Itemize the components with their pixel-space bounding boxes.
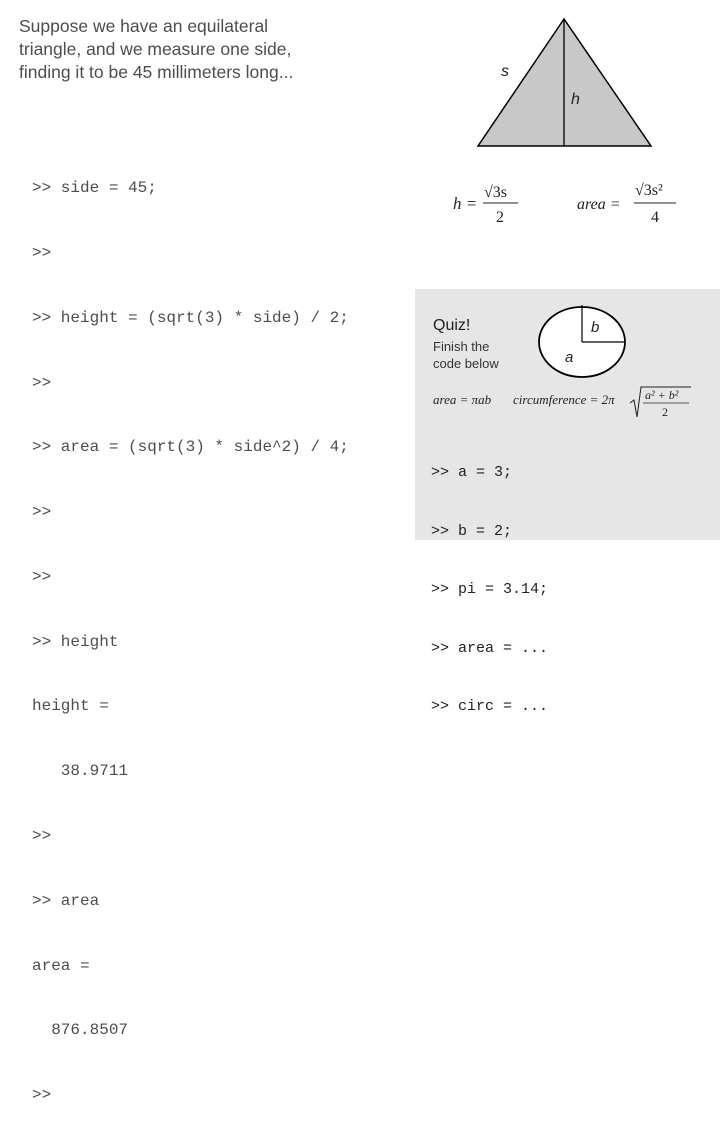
area-formula xyxy=(575,178,685,228)
console-line: >> xyxy=(32,1086,52,1105)
console-line: >> side = 45; xyxy=(32,179,157,198)
quiz-instruction-line: code below xyxy=(433,356,499,371)
ellipse-label-b: b xyxy=(591,319,600,336)
console-line: >> xyxy=(32,503,52,522)
height-formula-denominator: 2 xyxy=(496,209,504,226)
area-formula-lhs: area = xyxy=(577,196,621,213)
quiz-code-line: >> circ = ... xyxy=(431,698,549,715)
quiz-title: Quiz! xyxy=(433,317,471,334)
ellipse-area-formula: area = πab xyxy=(433,392,492,407)
console-line: >> xyxy=(32,567,52,586)
intro-line: triangle, and we measure one side, xyxy=(19,39,292,59)
intro-line: Suppose we have an equilateral xyxy=(19,16,269,36)
console-line: height = xyxy=(32,697,109,716)
console-line: >> height xyxy=(32,632,119,651)
height-formula-lhs: h = xyxy=(453,194,478,213)
circumference-formula-lhs: circumference = 2π xyxy=(513,392,615,407)
console-line: 876.8507 xyxy=(32,1021,129,1040)
quiz-code-line: >> b = 2; xyxy=(431,522,513,540)
quiz-instruction-line: Finish the xyxy=(433,339,490,354)
quiz-instructions xyxy=(433,338,499,372)
console-line: >> height = (sqrt(3) * side) / 2; xyxy=(32,308,349,327)
quiz-code-line: >> pi = 3.14; xyxy=(431,581,549,598)
height-formula xyxy=(450,178,530,228)
quiz-panel xyxy=(415,289,720,715)
console-transcript xyxy=(32,135,349,1128)
ellipse-figure xyxy=(540,302,710,382)
console-line: >> xyxy=(32,373,52,392)
quiz-code-line: >> a = 3; xyxy=(431,464,513,481)
circumference-denominator: 2 xyxy=(662,405,668,419)
area-formula-denominator: 4 xyxy=(651,209,659,226)
intro-text xyxy=(19,15,369,84)
height-formula-numerator: √3s xyxy=(484,184,508,201)
side-label: s xyxy=(501,63,509,80)
quiz-code xyxy=(431,424,548,756)
console-line: >> xyxy=(32,243,52,262)
console-line: >> xyxy=(32,827,52,845)
console-line: area = xyxy=(32,956,90,975)
circumference-numerator: a² + b² xyxy=(645,388,679,402)
ellipse-label-a: a xyxy=(565,349,574,366)
console-line: >> area = (sqrt(3) * side^2) / 4; xyxy=(32,438,349,457)
console-line: >> area xyxy=(32,891,100,910)
ellipse-formulas xyxy=(433,385,713,425)
quiz-code-line: >> area = ... xyxy=(431,639,549,657)
height-label: h xyxy=(571,91,580,108)
console-line: 38.9711 xyxy=(32,762,129,781)
triangle-figure xyxy=(476,18,656,150)
area-formula-numerator: √3s² xyxy=(635,182,663,199)
intro-line: finding it to be 45 millimeters long... xyxy=(19,62,294,82)
